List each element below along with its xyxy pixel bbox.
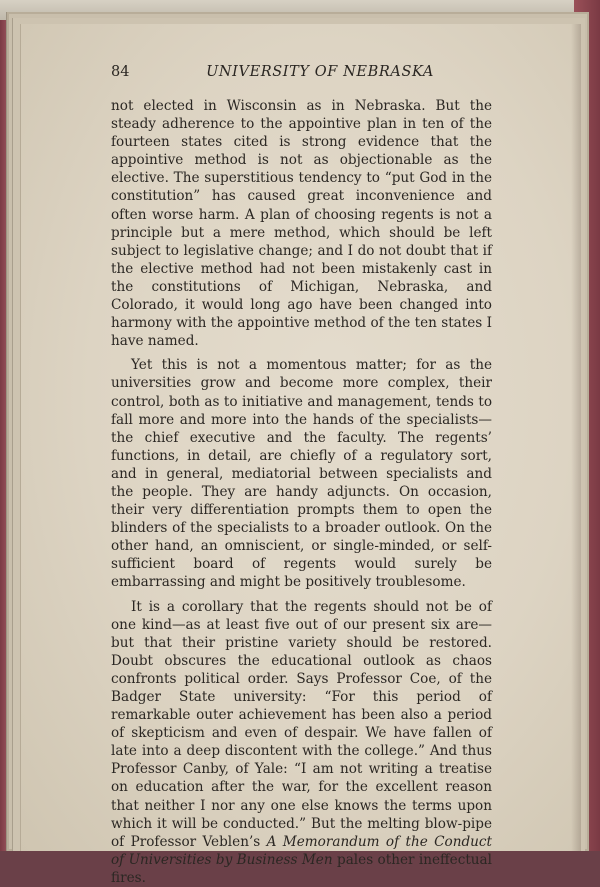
page-number: 84	[111, 64, 130, 80]
book-title-italic: A Memorandum of the Conduct of Universities by Business Men	[111, 833, 492, 868]
paragraph-3-text-after: pales other ineffectual fires.	[111, 851, 493, 886]
paragraph-1: not elected in Wisconsin as in Nebraska. But the steady adherence to the appointive plan in ten of the fourteen states cited is strong evidence that the appointive method is not as objectionable as the elective. The superstitious tendency to “put God in the constitution” has caused great inconvenience and often worse harm. A plan of choosing regents is not a principle but a mere method, which should be left subject to legislative change; and I do not doubt that if the elective method had not been mistakenly cast in the constitutions of Michigan, Nebraska, and Colorado, it would long ago have been changed into harmony with the appointive method of the ten states I have named.	[111, 98, 492, 350]
paragraph-3	[111, 598, 492, 887]
page-gutter-shadow	[571, 24, 581, 851]
running-head: UNIVERSITY OF NEBRASKA	[206, 64, 434, 80]
paragraph-2: Yet this is not a momentous matter; for as the universities grow and become more complex, their control, both as to initiative and management, tends to fall more and more into the hands of the specialists—the chief executive and the faculty. The regents’ functions, in detail, are chiefly of a regulatory sort, and in general, mediatorial between specialists and the people. They are handy adjuncts. On occasion, their very differentiation prompts them to open the blinders of the specialists to a broader outlook. On the other hand, an omniscient, or single-minded, or self-sufficient board of regents would surely be embarrassing and might be positively troublesome.	[111, 357, 492, 591]
body-text	[111, 97, 492, 887]
page-header	[111, 64, 489, 86]
paragraph-3-text-before: It is a corollary that the regents should not be of one kind—as at least five out of our present six are—but that their pristine variety should be restored. Doubt obscures the educational outlook as chaos confronts political order. Says Professor Coe, of the Badger State university: “For this period of remarkable outer achievement has been also a period of skepticism and even of despair. We have fallen of late into a deep discontent with the college.” And thus Professor Canby, of Yale: “I am not writing a treatise on education after the war, for the excellent reason that neither I nor any one else knows the terms upon which it will be conducted.” But the melting blow-pipe of Professor Veblen’s	[111, 598, 492, 850]
